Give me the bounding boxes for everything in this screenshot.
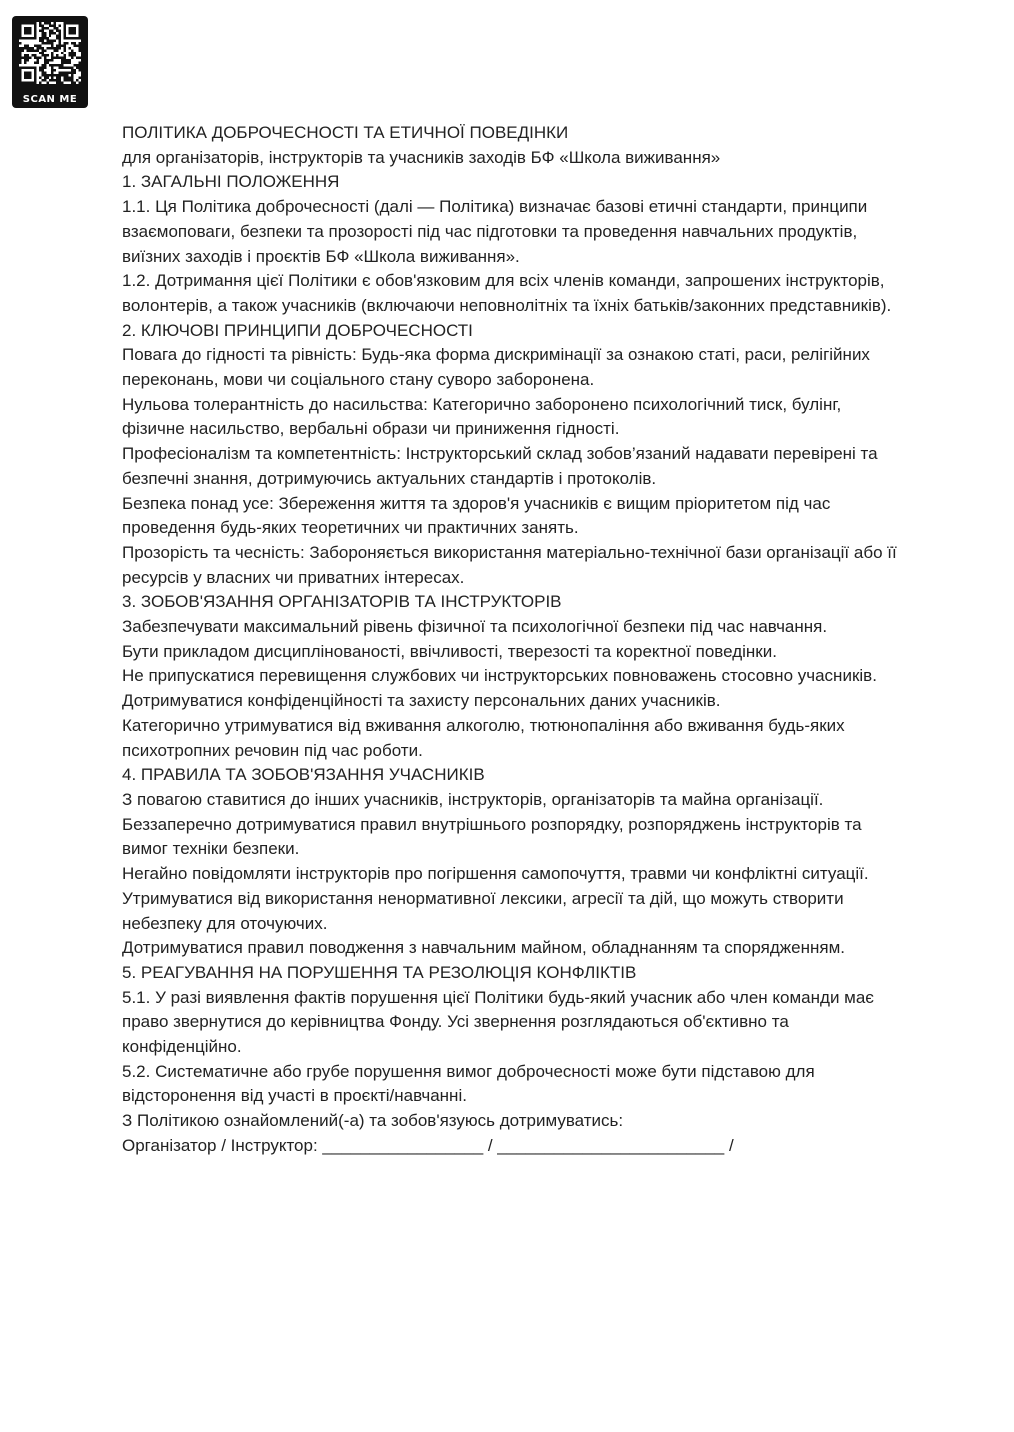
acknowledgement-line: З Політикою ознайомлений(-а) та зобов'язуюсь дотримуватись:	[122, 1111, 624, 1131]
participant-rule-regulations: Беззаперечно дотримуватися правил внутрішнього розпорядку, розпоряджень інструкторів та вимог техніки безпеки.	[122, 814, 862, 859]
paragraph-5-2: 5.2. Систематичне або грубе порушення вимог доброчесності може бути підставою для відсторонення від участі в проєкті/навчанні.	[122, 1061, 815, 1106]
principle-professionalism: Професіоналізм та компетентність: Інструкторський склад зобов’язаний надавати перевірені та безпечні знання, дотримуючись актуальних стандартів і протоколів.	[122, 444, 878, 488]
paragraph-1-1: 1.1. Ця Політика доброчесності (далі — Політика) визначає базові етичні стандарти, принципи взаємоповаги, безпеки та прозорості під час підготовки та проведення навчальних продуктів, виїзних заходів і проєктів БФ «Школа виживання».	[122, 197, 868, 266]
principle-zero-violence: Нульова толерантність до насильства: Категорично заборонено психологічний тиск, булінг, фізичне насильство, вербальні образи чи приниження гідності.	[122, 394, 842, 439]
paragraph-5-1: 5.1. У разі виявлення фактів порушення цієї Політики будь-який учасник або член команди має право звернутися до керівництва Фонду. Усі звернення розглядаються об'єктивно та конфіденційно.	[122, 987, 874, 1057]
signature-line: Організатор / Інструктор: _________________ / ________________________ /	[122, 1135, 734, 1155]
section-heading-principles: 2. КЛЮЧОВІ ПРИНЦИПИ ДОБРОЧЕСНОСТІ	[122, 320, 473, 340]
section-heading-violations: 5. РЕАГУВАННЯ НА ПОРУШЕННЯ ТА РЕЗОЛЮЦІЯ КОНФЛІКТІВ	[122, 962, 637, 982]
principle-transparency: Прозорість та чесність: Забороняється використання матеріально-технічної бази організації або її ресурсів у власних чи приватних інтересах.	[122, 542, 897, 587]
policy-document	[122, 121, 902, 1159]
qr-code-icon	[19, 22, 81, 84]
qr-caption: SCAN ME	[22, 94, 78, 105]
principle-dignity: Повага до гідності та рівність: Будь-яка форма дискримінації за ознакою статі, раси, релігійних переконань, мови чи соціального стану суворо заборонена.	[122, 345, 870, 390]
section-heading-participants: 4. ПРАВИЛА ТА ЗОБОВ'ЯЗАННЯ УЧАСНИКІВ	[122, 765, 485, 785]
document-subtitle: для організаторів, інструкторів та учасників заходів БФ «Школа виживання»	[122, 147, 721, 167]
section-heading-general: 1. ЗАГАЛЬНІ ПОЛОЖЕННЯ	[122, 172, 340, 192]
participant-rule-language: Утримуватися від використання ненормативної лексики, агресії та дій, що можуть створити небезпеку для оточуючих.	[122, 888, 844, 933]
paragraph-1-2: 1.2. Дотримання цієї Політики є обов'язковим для всіх членів команди, запрошених інструкторів, волонтерів, а також учасників (включаючи неповнолітніх та їхніх батьків/законних представників).	[122, 271, 892, 315]
organizer-duty-authority: Не припускатися перевищення службових чи інструкторських повноважень стосовно учасників.	[122, 666, 877, 686]
participant-rule-respect: З повагою ставитися до інших учасників, інструкторів, організаторів та майна організації.	[122, 789, 824, 809]
participant-rule-equipment: Дотримуватися правил поводження з навчальним майном, обладнанням та спорядженням.	[122, 938, 845, 958]
organizer-duty-example: Бути прикладом дисциплінованості, ввічливості, тверезості та коректної поведінки.	[122, 641, 777, 661]
principle-safety: Безпека понад усе: Збереження життя та здоров'я учасників є вищим пріоритетом під час проведення будь-яких теоретичних чи практичних занять.	[122, 493, 831, 538]
organizer-duty-safety: Забезпечувати максимальний рівень фізичної та психологічної безпеки під час навчання.	[122, 617, 828, 637]
participant-rule-report: Негайно повідомляти інструкторів про погіршення самопочуття, травми чи конфліктні ситуації.	[122, 864, 869, 884]
organizer-duty-privacy: Дотримуватися конфіденційності та захисту персональних даних учасників.	[122, 691, 721, 711]
section-heading-organizers: 3. ЗОБОВ'ЯЗАННЯ ОРГАНІЗАТОРІВ ТА ІНСТРУКТОРІВ	[122, 592, 562, 612]
document-title: ПОЛІТИКА ДОБРОЧЕСНОСТІ ТА ЕТИЧНОЇ ПОВЕДІНКИ	[122, 123, 569, 142]
organizer-duty-abstinence: Категорично утримуватися від вживання алкоголю, тютюнопаління або вживання будь-яких психотропних речовин під час роботи.	[122, 715, 845, 760]
qr-code-badge[interactable]	[12, 16, 88, 108]
